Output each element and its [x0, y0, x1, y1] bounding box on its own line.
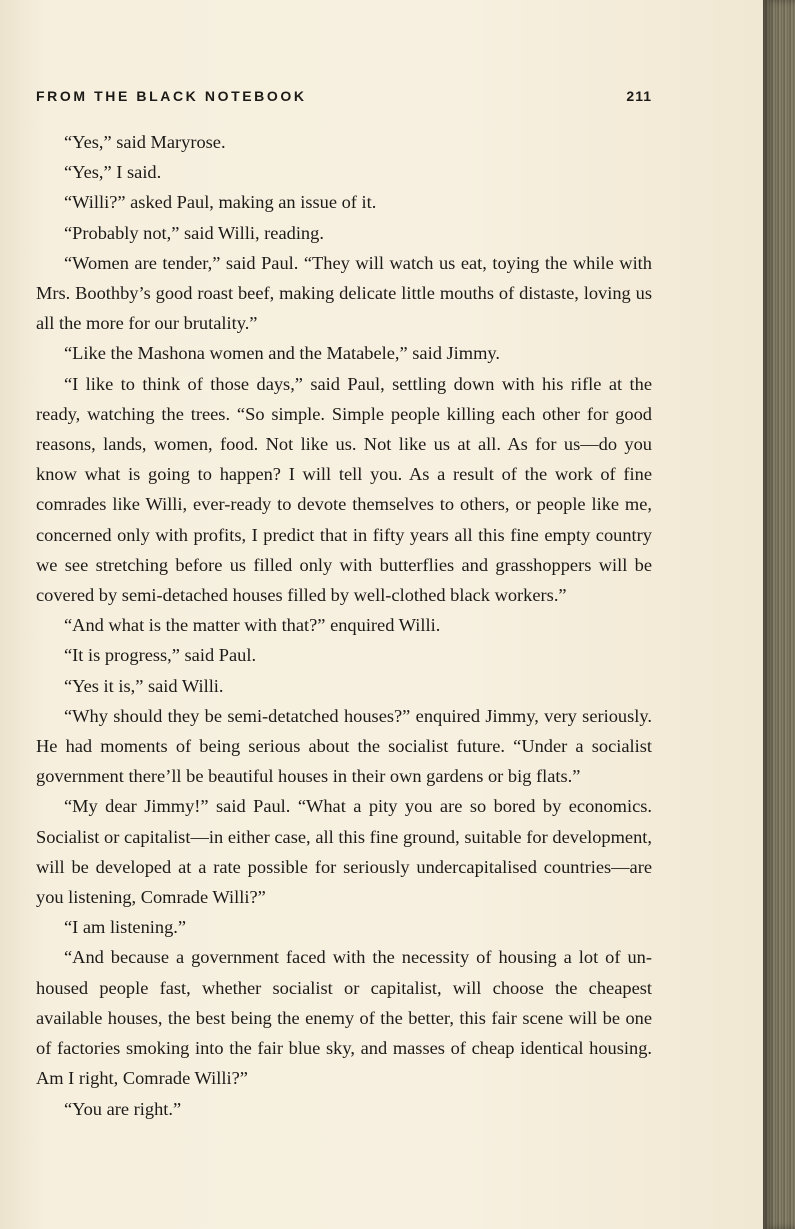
- page-number: 211: [626, 88, 652, 104]
- paragraph: “I like to think of those days,” said Paul, settling down with his rifle at the ready, watching the trees. “So simple. Simple people killing each other for good reasons, lands, women, food. Not like us. Not like us at all. As for us—do you know what is going to happen? I will tell you. As a result of the work of fine comrades like Willi, ever-ready to devote themselves to others, or people like me, concerned only with profits, I predict that in fifty years all this fine empty country we see stretching before us filled only with butterflies and grasshoppers will be covered by semi-detached houses filled by well-clothed black workers.”: [36, 373, 652, 606]
- running-header: [36, 88, 652, 110]
- paragraph: “You are right.”: [64, 1098, 182, 1119]
- page-stack-edge: [763, 0, 795, 1229]
- paragraph: “Yes,” said Maryrose.: [64, 132, 226, 152]
- paragraph: “It is progress,” said Paul.: [64, 645, 257, 666]
- paragraph: “Yes it is,” said Willi.: [64, 675, 224, 696]
- chapter-title: FROM THE BLACK NOTEBOOK: [36, 88, 307, 104]
- body-text: [36, 127, 652, 1124]
- paragraph: “And because a government faced with the necessity of housing a lot of un-housed people fast, whether socialist or capitalist, will choose the cheapest available houses, the best being the enemy of the better, this fair scene will be one of factories smoking into the fair blue sky, and masses of cheap identical housing. Am I right, Comrade Willi?”: [36, 947, 652, 1089]
- paragraph: “Yes,” I said.: [64, 162, 162, 183]
- paragraph: “My dear Jimmy!” said Paul. “What a pity you are so bored by economics. Socialist or capitalist—in either case, all this fine ground, suitable for development, will be developed at a rate possible for seriously undercapitalised countries—are you listening, Comrade Willi?”: [36, 796, 652, 908]
- paragraph: “I am listening.”: [64, 917, 187, 938]
- paragraph: “Women are tender,” said Paul. “They will watch us eat, toying the while with Mrs. Boothby’s good roast beef, making delicate little mouths of distaste, loving us all the more for our brutality.”: [36, 252, 652, 334]
- paragraph: “Probably not,” said Willi, reading.: [64, 222, 324, 243]
- paragraph: “Why should they be semi-detatched houses?” enquired Jimmy, very seriously. He had moments of being serious about the socialist future. “Under a socialist government there’ll be beautiful houses in their own gardens or big flats.”: [36, 705, 652, 787]
- paragraph: “Willi?” asked Paul, making an issue of it.: [64, 192, 377, 213]
- paragraph: “Like the Mashona women and the Matabele,” said Jimmy.: [64, 343, 500, 364]
- paragraph: “And what is the matter with that?” enquired Willi.: [64, 615, 441, 636]
